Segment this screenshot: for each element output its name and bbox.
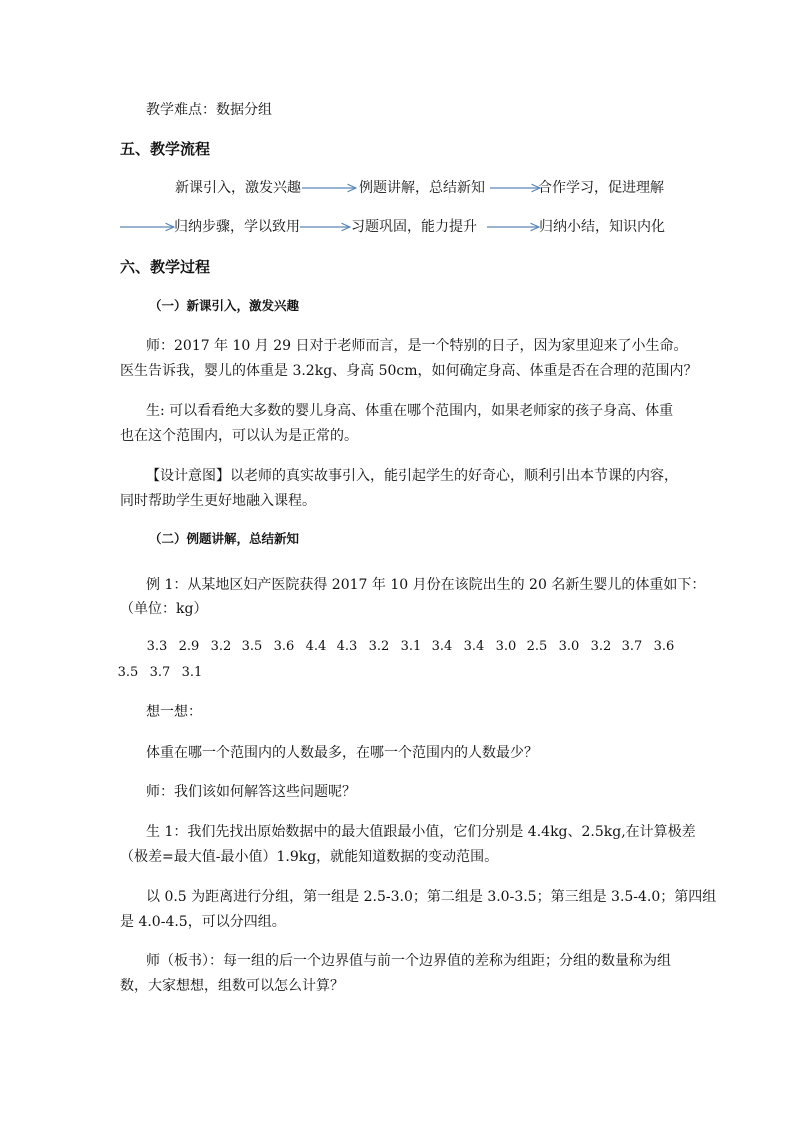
- question-line: 体重在哪一个范围内的人数最多，在哪一个范围内的人数最少？: [146, 745, 538, 761]
- data-value: 2.9: [178, 639, 200, 654]
- part-two-title: （二）例题讲解，总结新知: [149, 531, 300, 546]
- data-value: 3.7: [621, 639, 643, 654]
- data-value: 3.2: [368, 639, 390, 654]
- data-value: 3.3: [146, 639, 168, 654]
- board-note-line-1: 师（板书）：每一组的后一个边界值与前一个边界值的差称为组距；分组的数量称为组: [146, 953, 671, 969]
- grouping-line-2: 是 4.0-4.5，可以分四组。: [120, 914, 286, 930]
- grouping-line-1: 以 0.5 为距离进行分组，第一组是 2.5-3.0；第二组是 3.0-3.5；第三组是 3.5-4.0；第四组: [146, 889, 717, 905]
- student-reply-line-1: 生: 可以看看绝大多数的婴儿身高、体重在哪个范围内，如果老师家的孩子身高、体重: [146, 403, 674, 419]
- section-five-heading: 五、教学流程: [120, 140, 211, 158]
- section-six-heading: 六、教学过程: [120, 258, 211, 276]
- flow-arrow-1: [300, 178, 360, 198]
- data-value: 3.5: [117, 665, 139, 680]
- flow-arrow-5: [485, 217, 543, 237]
- flow-step-4: 归纳步骤，学以致用: [174, 219, 300, 235]
- board-note-line-2: 数，大家想想，组数可以怎么计算？: [120, 978, 344, 994]
- design-intent-line-1: 【设计意图】以老师的真实故事引入，能引起学生的好奇心，顺利引出本节课的内容，: [146, 468, 678, 484]
- data-value: 3.2: [210, 639, 232, 654]
- example-line-1: 例 1：从某地区妇产医院获得 2017 年 10 月份在该院出生的 20 名新生婴儿的体重如下：: [146, 577, 706, 593]
- example-line-2: （单位：kg）: [120, 601, 208, 617]
- data-value: 3.6: [653, 639, 675, 654]
- flow-arrow-3: [118, 217, 178, 237]
- part-one-title: （一）新课引入，激发兴趣: [149, 298, 300, 313]
- teaching-difficulty: 教学难点：数据分组: [146, 102, 272, 118]
- data-value: 4.3: [336, 639, 358, 654]
- teacher-intro-line-1: 师：2017 年 10 月 29 日对于老师而言，是一个特别的日子，因为家里迎来了小生命。: [146, 338, 688, 354]
- flow-step-2: 例题讲解，总结新知: [359, 180, 485, 196]
- design-intent-line-2: 同时帮助学生更好地融入课程。: [120, 493, 316, 509]
- student1-line-2: （极差=最大值-最小值）1.9kg，就能知道数据的变动范围。: [120, 849, 499, 865]
- data-value: 3.2: [590, 639, 612, 654]
- data-value: 2.5: [526, 639, 548, 654]
- flow-arrow-4: [298, 217, 354, 237]
- flow-step-6: 归纳小结，知识内化: [539, 219, 665, 235]
- data-value: 3.0: [558, 639, 580, 654]
- student1-line-1: 生 1：我们先找出原始数据中的最大值跟最小值，它们分别是 4.4kg、2.5kg,在计算极差: [146, 824, 696, 840]
- data-value: 3.6: [273, 639, 295, 654]
- data-value: 3.1: [181, 665, 203, 680]
- data-value: 4.4: [305, 639, 327, 654]
- data-value: 3.4: [463, 639, 485, 654]
- student-reply-line-2: 也在这个范围内，可以认为是正常的。: [120, 428, 358, 444]
- teacher-intro-line-2: 医生告诉我，婴儿的体重是 3.2kg、身高 50cm，如何确定身高、体重是否在合理的范围内？: [120, 363, 698, 379]
- data-value: 3.1: [400, 639, 422, 654]
- flow-arrow-2: [488, 178, 544, 198]
- teacher-question: 师：我们该如何解答这些问题呢？: [146, 784, 356, 800]
- flow-step-3: 合作学习，促进理解: [538, 180, 664, 196]
- flow-step-1: 新课引入，激发兴趣: [175, 180, 301, 196]
- data-value: 3.4: [431, 639, 453, 654]
- data-value: 3.0: [495, 639, 517, 654]
- data-value: 3.7: [149, 665, 171, 680]
- flow-step-5: 习题巩固，能力提升: [351, 219, 477, 235]
- data-value: 3.5: [241, 639, 263, 654]
- think-prompt: 想一想：: [146, 704, 202, 720]
